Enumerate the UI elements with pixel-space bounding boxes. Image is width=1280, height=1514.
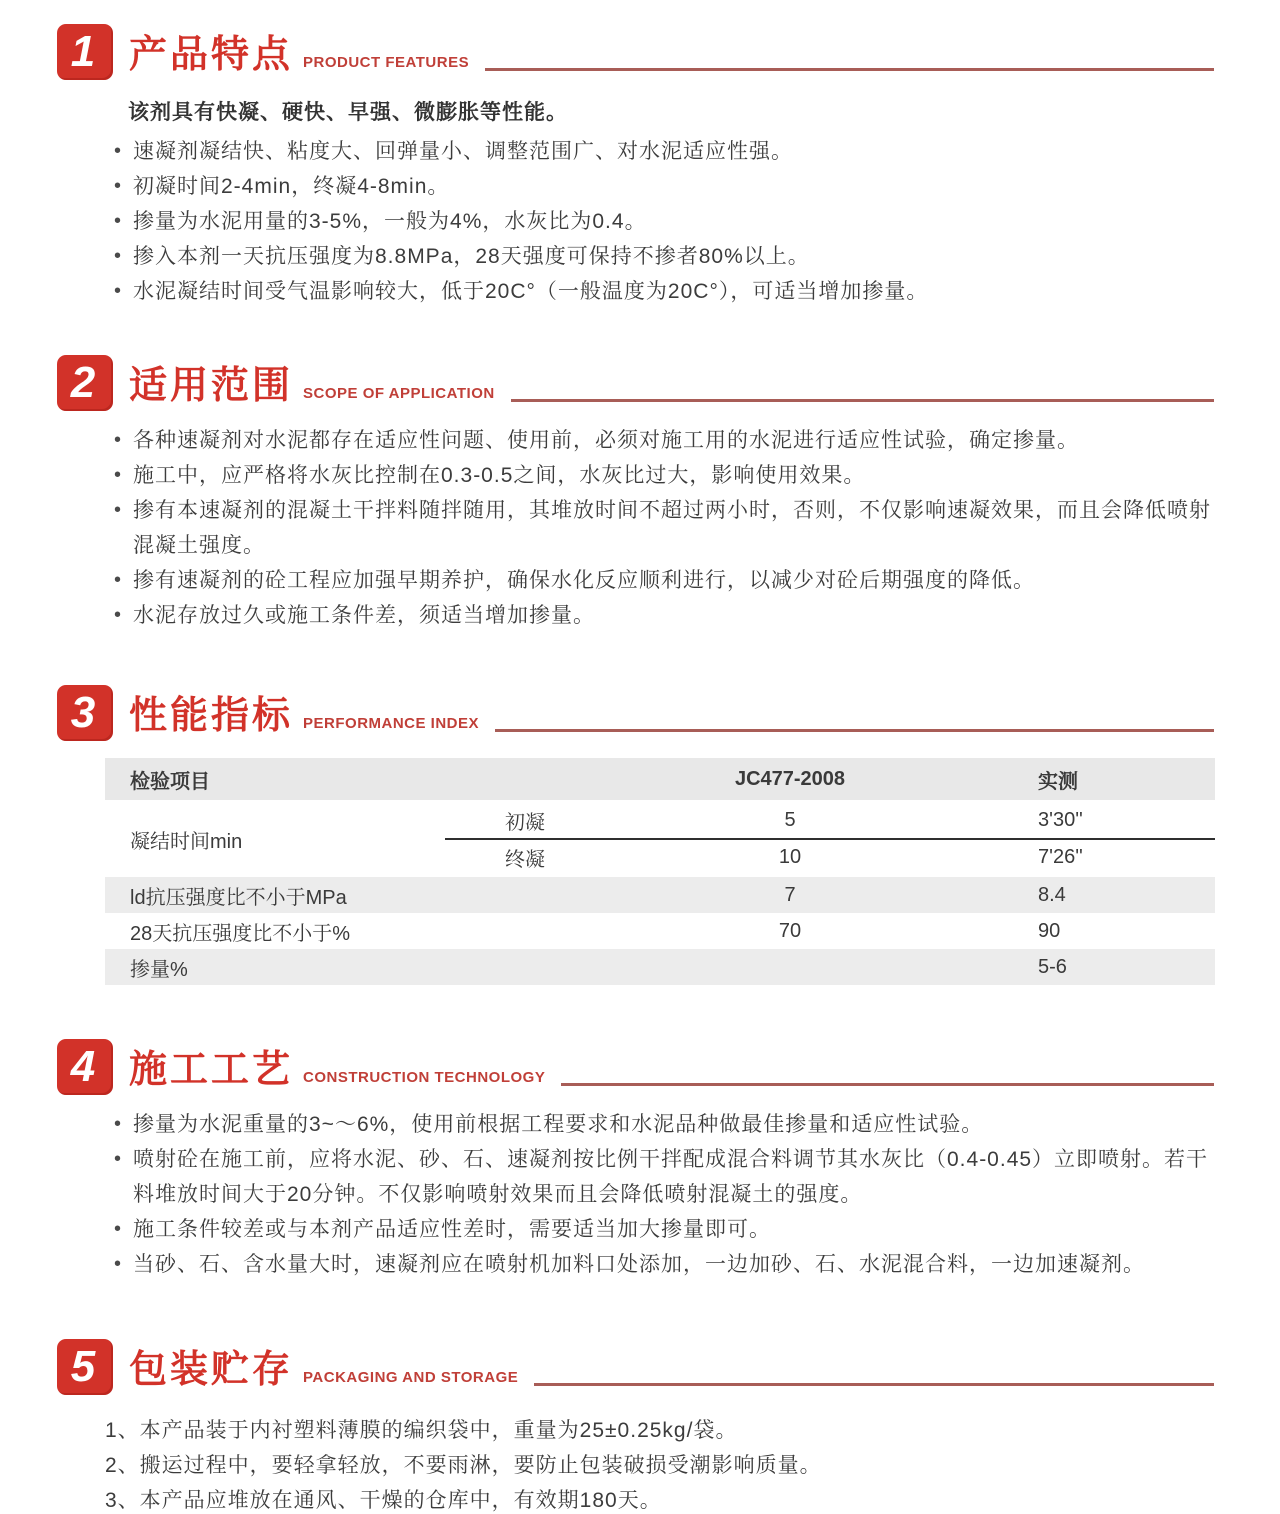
list-item: 2、搬运过程中，要轻拿轻放，不要雨淋，要防止包装破损受潮影响质量。 bbox=[105, 1454, 822, 1477]
section-5-numbered-list bbox=[0, 1413, 1280, 1514]
section-2-bullet-list bbox=[0, 423, 1280, 633]
section-5-title: 包装贮存 bbox=[129, 1349, 294, 1391]
section-4-number-badge bbox=[57, 1039, 113, 1095]
bullet-item: • 水泥凝结时间受气温影响较大，低于20C°（一般温度为20C°），可适当增加掺量。 bbox=[112, 274, 1220, 309]
table-cell-group-label: 凝结时间min bbox=[130, 830, 243, 853]
table-row bbox=[105, 913, 1215, 949]
table-group-setting-time bbox=[105, 803, 1215, 875]
header-underline bbox=[534, 1383, 1214, 1386]
table-header-row bbox=[105, 758, 1215, 800]
table-cell-sub: 终凝 bbox=[505, 849, 545, 871]
bullet-item: • 掺量为水泥用量的3-5%，一般为4%，水灰比为0.4。 bbox=[112, 204, 1220, 239]
bullet-item: • 速凝剂凝结快、粘度大、回弹量小、调整范围广、对水泥适应性强。 bbox=[112, 134, 1220, 169]
bullet-item: • 水泥存放过久或施工条件差，须适当增加掺量。 bbox=[112, 598, 1220, 633]
table-cell-label: 掺量% bbox=[130, 958, 188, 981]
bullet-item: • 当砂、石、含水量大时，速凝剂应在喷射机加料口处添加，一边加砂、石、水泥混合料，一边加速凝剂。 bbox=[112, 1247, 1220, 1282]
performance-index-table bbox=[105, 758, 1215, 985]
section-5-header bbox=[57, 1339, 1214, 1395]
table-header-item: 检验项目 bbox=[130, 770, 210, 793]
section-number: 4 bbox=[70, 1042, 96, 1091]
section-2-subtitle: SCOPE OF APPLICATION bbox=[303, 385, 495, 402]
section-5-number-badge bbox=[57, 1339, 113, 1395]
section-1-number-badge bbox=[57, 24, 113, 80]
bullet-item: • 各种速凝剂对水泥都存在适应性问题、使用前，必须对施工用的水泥进行适应性试验，确定掺量。 bbox=[112, 423, 1220, 458]
table-cell-standard: 7 bbox=[784, 883, 796, 906]
section-3-subtitle: PERFORMANCE INDEX bbox=[303, 715, 480, 732]
section-4-header bbox=[57, 1039, 1214, 1095]
section-1-header bbox=[57, 0, 1214, 80]
table-row bbox=[105, 949, 1215, 985]
table-cell-measured: 7'26'' bbox=[1038, 846, 1083, 868]
section-2-title: 适用范围 bbox=[129, 365, 294, 407]
table-cell-standard: 10 bbox=[778, 846, 802, 868]
table-cell-measured: 90 bbox=[1038, 919, 1061, 942]
table-header-measured: 实测 bbox=[1038, 770, 1078, 793]
table-cell-label: 28天抗压强度比不小于% bbox=[130, 922, 351, 945]
bullet-item: • 掺入本剂一天抗压强度为8.8MPa，28天强度可保持不掺者80%以上。 bbox=[112, 239, 1220, 274]
section-5-subtitle: PACKAGING AND STORAGE bbox=[303, 1369, 519, 1386]
section-number: 1 bbox=[70, 27, 96, 76]
header-underline bbox=[561, 1083, 1214, 1086]
bullet-item: • 施工中，应严格将水灰比控制在0.3-0.5之间，水灰比过大，影响使用效果。 bbox=[112, 458, 1220, 493]
section-4-bullet-list bbox=[0, 1107, 1280, 1282]
table-cell-sub: 初凝 bbox=[505, 812, 545, 834]
table-header-standard: JC477-2008 bbox=[734, 767, 846, 790]
table-group-rows bbox=[445, 803, 1215, 875]
section-2-number-badge bbox=[57, 355, 113, 411]
list-item: 3、本产品应堆放在通风、干燥的仓库中，有效期180天。 bbox=[105, 1489, 662, 1512]
section-1-subtitle: PRODUCT FEATURES bbox=[303, 54, 470, 71]
section-2-header bbox=[57, 355, 1214, 411]
bullet-item: • 掺量为水泥重量的3~～6%，使用前根据工程要求和水泥品种做最佳掺量和适应性试验。 bbox=[112, 1107, 1220, 1142]
table-cell-measured: 5-6 bbox=[1038, 955, 1067, 978]
section-4-subtitle: CONSTRUCTION TECHNOLOGY bbox=[303, 1069, 546, 1086]
table-cell-measured: 3'30'' bbox=[1038, 809, 1083, 831]
section-4-title: 施工工艺 bbox=[129, 1049, 294, 1091]
list-item: 1、本产品装于内衬塑料薄膜的编织袋中，重量为25±0.25kg/袋。 bbox=[105, 1419, 738, 1442]
table-cell-standard: 5 bbox=[784, 809, 796, 831]
section-3-number-badge bbox=[57, 685, 113, 741]
header-underline bbox=[495, 729, 1214, 732]
table-cell-measured: 8.4 bbox=[1038, 883, 1066, 906]
table-row bbox=[445, 838, 1215, 875]
section-1-bullet-list bbox=[0, 134, 1280, 309]
section-number: 2 bbox=[70, 358, 96, 407]
bullet-item: • 掺有本速凝剂的混凝土干拌料随拌随用，其堆放时间不超过两小时，否则，不仅影响速凝效果，而且会降低喷射混凝土强度。 bbox=[112, 493, 1220, 563]
section-1-title: 产品特点 bbox=[129, 34, 294, 76]
header-underline bbox=[511, 399, 1214, 402]
bullet-item: • 施工条件较差或与本剂产品适应性差时，需要适当加大掺量即可。 bbox=[112, 1212, 1220, 1247]
table-cell-standard: 70 bbox=[778, 919, 802, 942]
table-row bbox=[445, 803, 1215, 838]
bullet-item: • 喷射砼在施工前，应将水泥、砂、石、速凝剂按比例干拌配成混合料调节其水灰比（0.4-0.45）立即喷射。若干料堆放时间大于20分钟。不仅影响喷射效果而且会降低喷射混凝土的强度。 bbox=[112, 1142, 1220, 1212]
section-number: 3 bbox=[70, 688, 96, 737]
bullet-item: • 初凝时间2-4min，终凝4-8min。 bbox=[112, 169, 1220, 204]
section-number: 5 bbox=[70, 1342, 96, 1391]
section-3-header bbox=[57, 685, 1214, 741]
bullet-item: • 掺有速凝剂的砼工程应加强早期养护，确保水化反应顺利进行，以减少对砼后期强度的降低。 bbox=[112, 563, 1220, 598]
section-1-intro: 该剂具有快凝、硬快、早强、微膨胀等性能。 bbox=[128, 101, 568, 124]
table-row bbox=[105, 877, 1215, 913]
table-cell-label: ld抗压强度比不小于MPa bbox=[130, 886, 347, 909]
section-3-title: 性能指标 bbox=[129, 695, 294, 737]
header-underline bbox=[485, 68, 1214, 71]
